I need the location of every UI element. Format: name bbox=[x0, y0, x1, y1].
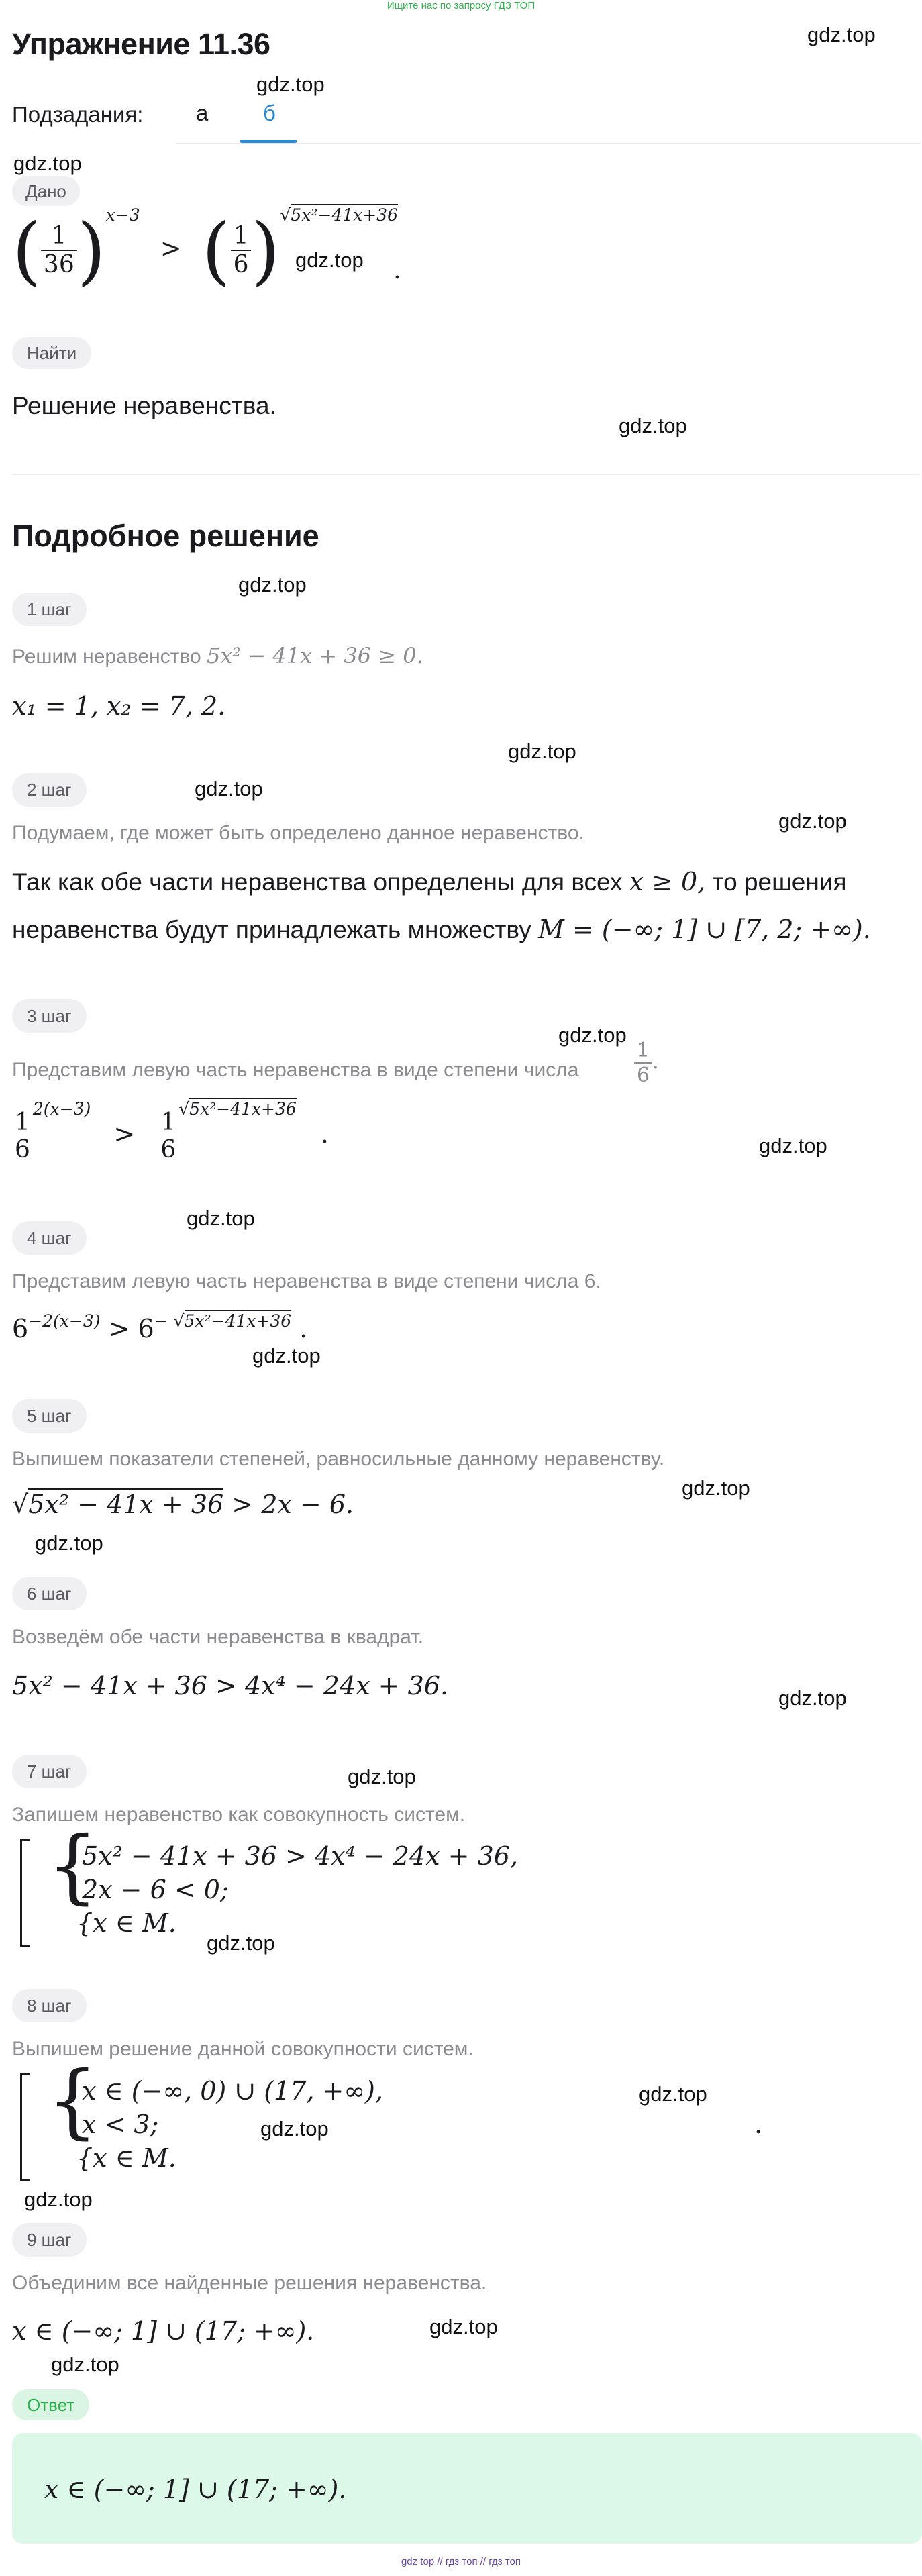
watermark: gdz.top bbox=[260, 2117, 329, 2141]
solution-title: Подробное решение bbox=[12, 519, 319, 553]
watermark: gdz.top bbox=[256, 72, 325, 96]
step-chip: 3 шаг bbox=[12, 999, 87, 1033]
step-result: √5x² − 41x + 36 > 2x − 6. bbox=[12, 1490, 354, 1519]
step-description: Объединим все найденные решения неравенства. bbox=[12, 2272, 487, 2294]
step-chip: 8 шаг bbox=[12, 1989, 87, 2022]
system-tail: . bbox=[754, 2110, 763, 2139]
watermark: gdz.top bbox=[759, 1134, 827, 1157]
subtasks-label: Подзадания: bbox=[12, 102, 144, 127]
step-result: 1 6 $^{2(x-3)}$ > 1 6 $^{√5x^2-41x+36}$ . bbox=[15, 1098, 329, 1164]
watermark: gdz.top bbox=[558, 1023, 627, 1047]
subtask-tab-b[interactable]: б bbox=[263, 101, 276, 125]
given-chip: Дано bbox=[12, 176, 80, 206]
step-chip: 2 шаг bbox=[12, 773, 87, 807]
watermark: gdz.top bbox=[348, 1765, 416, 1788]
watermark: gdz.top bbox=[639, 2082, 707, 2106]
watermark: gdz.top bbox=[778, 809, 847, 833]
answer-text: x ∈ (−∞; 1] ∪ (17; +∞). bbox=[44, 2475, 347, 2504]
step-description: Представим левую часть неравенства в виде степени числа bbox=[12, 1059, 579, 1081]
system-row: 5x² − 41x + 36 > 4x⁴ − 24x + 36, bbox=[82, 1841, 519, 1871]
step-description: Возведём обе части неравенства в квадрат. bbox=[12, 1626, 424, 1648]
watermark: gdz.top bbox=[778, 1686, 847, 1710]
watermark: gdz.top bbox=[51, 2353, 119, 2376]
step-description: Подумаем, где может быть определено данное неравенство. bbox=[12, 822, 584, 844]
watermark: gdz.top bbox=[295, 248, 364, 272]
active-tab-indicator bbox=[240, 140, 297, 143]
step-chip: 7 шаг bbox=[12, 1755, 87, 1788]
step-chip: 5 шаг bbox=[12, 1399, 87, 1433]
system-brace: { bbox=[47, 2055, 99, 2148]
step-text-line2: неравенства будут принадлежать множеству M = (−∞; 1] ∪ [7, 2; +∞). bbox=[12, 915, 871, 944]
given-expression: ( $\frac{1}{36}$ )$^{x-3}$ > ( $\frac{1}{6}$ )$^{√5x^2-41x+36}$ bbox=[12, 205, 398, 293]
step-chip: 1 шаг bbox=[12, 593, 87, 626]
step-result: x ∈ (−∞; 1] ∪ (17; +∞). bbox=[12, 2316, 315, 2346]
given-dot: . bbox=[393, 255, 402, 285]
system-brace: { bbox=[47, 1820, 99, 1913]
step-chip: 6 шаг bbox=[12, 1577, 87, 1610]
footer-links[interactable]: gdz top // гдз топ // гдз топ bbox=[401, 2556, 521, 2567]
watermark: gdz.top bbox=[24, 2187, 93, 2211]
step-text-line1: Так как обе части неравенства определены для всех x ≥ 0, то решения bbox=[12, 867, 847, 896]
watermark: gdz.top bbox=[13, 152, 82, 175]
collection-bracket bbox=[20, 1839, 30, 1947]
step-description-fraction: $\frac{1}{6}$ . bbox=[634, 1039, 659, 1087]
system-row: 2x − 6 < 0; bbox=[82, 1875, 229, 1904]
step-description: Представим левую часть неравенства в виде степени числа 6. bbox=[12, 1270, 601, 1292]
watermark: gdz.top bbox=[195, 777, 263, 801]
watermark: gdz.top bbox=[187, 1206, 255, 1230]
system-row: {x ∈ M. bbox=[76, 1908, 176, 1938]
system-row: {x ∈ M. bbox=[76, 2143, 176, 2173]
step-result: $6^{-2(x-3)} > 6^{- √5x^2-41x+36}$ . bbox=[12, 1311, 308, 1343]
top-ad-banner[interactable]: Ищите нас по запросу ГДЗ ТОП bbox=[387, 0, 535, 11]
step-description: Выпишем показатели степеней, равносильные данному неравенству. bbox=[12, 1448, 665, 1470]
watermark: gdz.top bbox=[35, 1531, 103, 1555]
answer-chip: Ответ bbox=[12, 2389, 89, 2420]
subtask-tab-a[interactable]: а bbox=[196, 101, 209, 125]
page-title: Упражнение 11.36 bbox=[12, 27, 270, 61]
section-divider bbox=[12, 474, 919, 475]
step-result: x₁ = 1, x₂ = 7, 2. bbox=[12, 691, 226, 721]
system-row: x < 3; bbox=[82, 2110, 159, 2139]
watermark: gdz.top bbox=[508, 739, 576, 763]
watermark: gdz.top bbox=[807, 23, 876, 46]
watermark: gdz.top bbox=[619, 414, 687, 437]
step-description: Запишем неравенство как совокупность систем. bbox=[12, 1804, 466, 1826]
find-text: Решение неравенства. bbox=[12, 392, 276, 419]
step-description: Выпишем решение данной совокупности систем. bbox=[12, 2038, 474, 2060]
watermark: gdz.top bbox=[682, 1476, 750, 1500]
system-row: x ∈ (−∞, 0) ∪ (17, +∞), bbox=[82, 2076, 383, 2106]
step-result: 5x² − 41x + 36 > 4x⁴ − 24x + 36. bbox=[12, 1671, 449, 1700]
watermark: gdz.top bbox=[238, 573, 307, 597]
step-description: Решим неравенство 5x² − 41x + 36 ≥ 0. bbox=[12, 643, 423, 668]
find-chip: Найти bbox=[12, 337, 91, 369]
step-chip: 9 шаг bbox=[12, 2223, 87, 2257]
subtasks-divider bbox=[176, 143, 921, 144]
watermark: gdz.top bbox=[429, 2315, 498, 2338]
watermark: gdz.top bbox=[252, 1344, 321, 1368]
step-chip: 4 шаг bbox=[12, 1221, 87, 1255]
collection-bracket bbox=[20, 2073, 30, 2181]
watermark: gdz.top bbox=[207, 1931, 275, 1955]
